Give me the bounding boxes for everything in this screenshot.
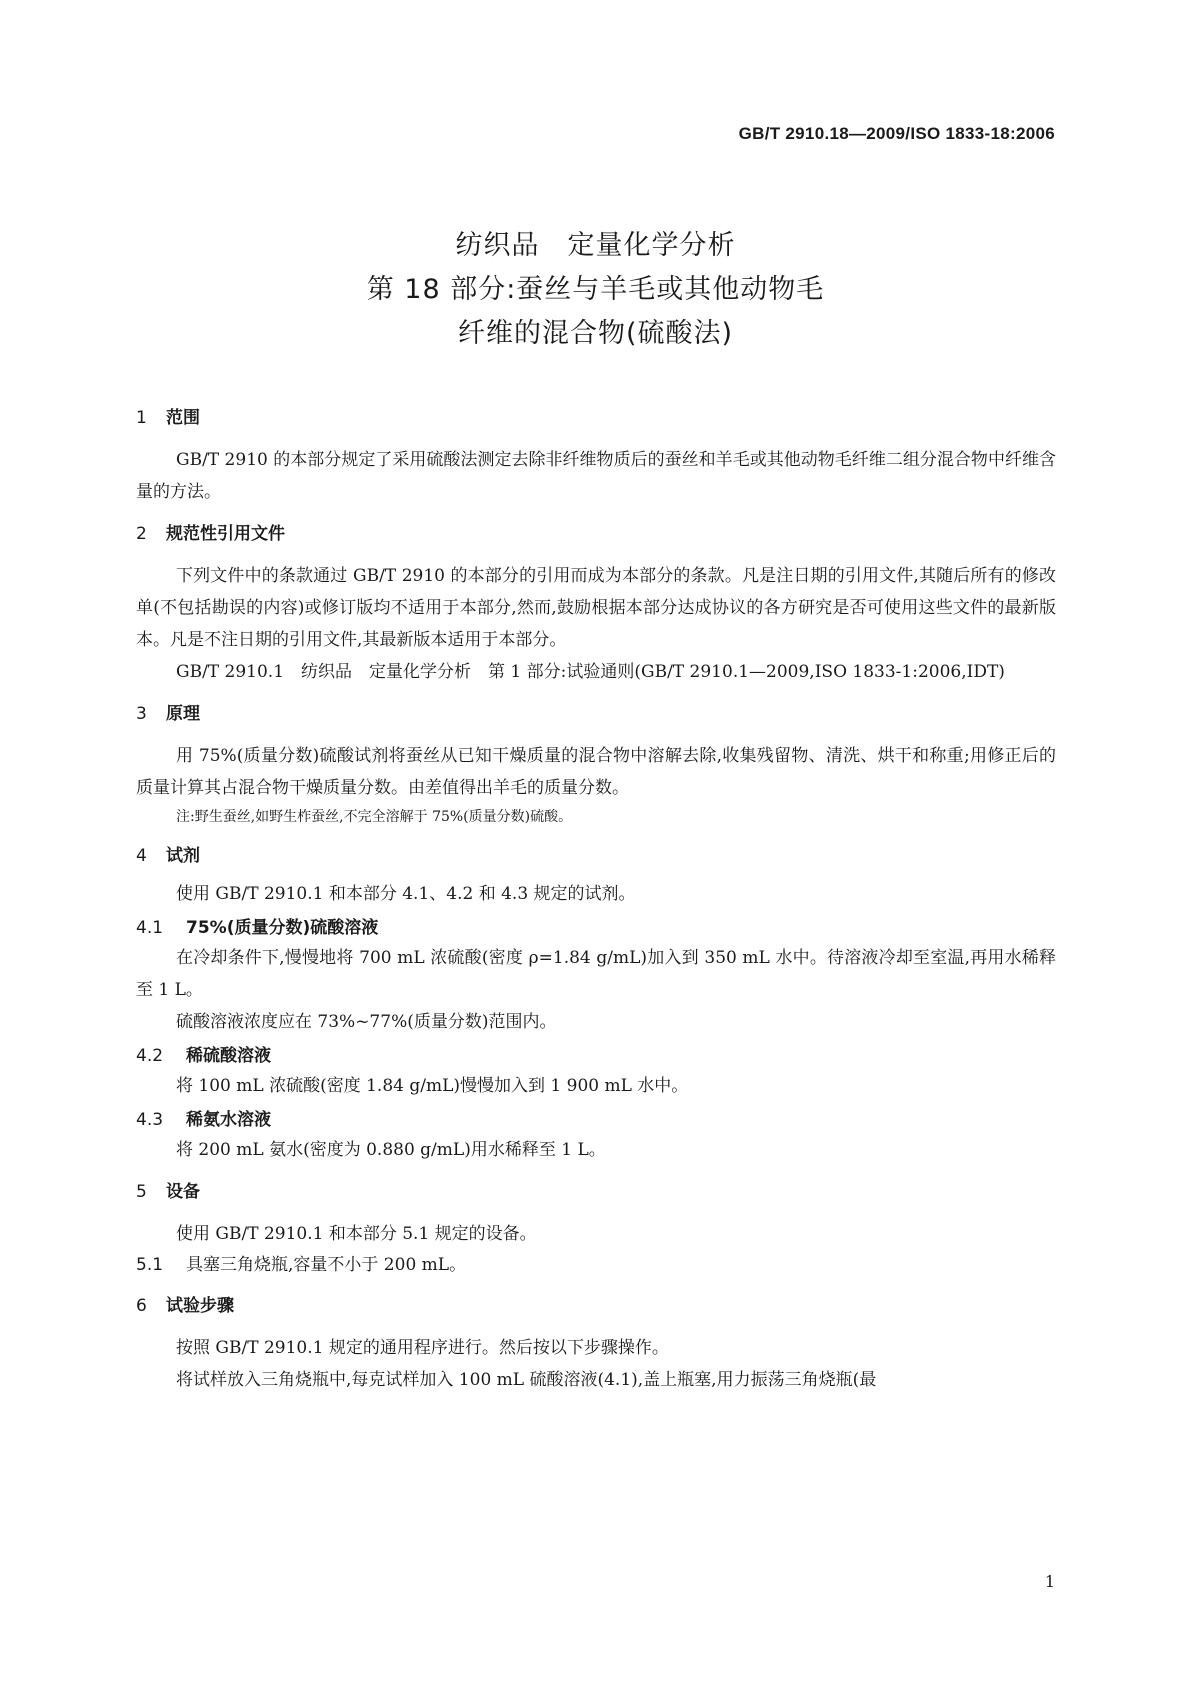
section-5-paragraph: 使用 GB/T 2910.1 和本部分 5.1 规定的设备。: [176, 1224, 537, 1244]
subsection-4-1-heading: [136, 916, 1056, 940]
section-title: 试验步骤: [166, 1296, 234, 1316]
section-6-paragraph-2: 将试样放入三角烧瓶中,每克试样加入 100 mL 硫酸溶液(4.1),盖上瓶塞,用力振荡三角烧瓶(最: [176, 1370, 877, 1390]
subsection-title: 稀氨水溶液: [186, 1110, 271, 1130]
subsection-number: 4.1: [136, 918, 164, 938]
subsection-number: 4.3: [136, 1110, 164, 1130]
subsection-number: 4.2: [136, 1046, 164, 1066]
subsection-4-1-paragraph-1: 在冷却条件下,慢慢地将 700 mL 浓硫酸(密度 ρ=1.84 g/mL)加入到 350 mL 水中。待溶液冷却至室温,再用水稀释至 1 L。: [136, 948, 1056, 1000]
section-title: 试剂: [166, 846, 200, 866]
section-number: 2: [136, 524, 147, 544]
section-title: 规范性引用文件: [166, 524, 285, 544]
standard-code: GB/T 2910.18—2009/ISO 1833-18:2006: [738, 124, 1055, 143]
section-3-note: 注:野生蚕丝,如野生柞蚕丝,不完全溶解于 75%(质量分数)硫酸。: [176, 809, 573, 825]
section-6-heading: [136, 1294, 1056, 1318]
section-title: 范围: [166, 408, 200, 428]
section-title: 原理: [166, 704, 200, 724]
subsection-title: 稀硫酸溶液: [186, 1046, 271, 1066]
section-1-paragraph: GB/T 2910 的本部分规定了采用硫酸法测定去除非纤维物质后的蚕丝和羊毛或其他动物毛纤维二组分混合物中纤维含量的方法。: [136, 450, 1056, 502]
subsection-number: 5.1: [136, 1255, 164, 1275]
subsection-text: 具塞三角烧瓶,容量不小于 200 mL。: [186, 1255, 467, 1275]
section-4-paragraph: 使用 GB/T 2910.1 和本部分 4.1、4.2 和 4.3 规定的试剂。: [176, 884, 636, 904]
section-number: 5: [136, 1182, 147, 1202]
subsection-4-3-heading: [136, 1108, 1056, 1132]
title-line-3: 纤维的混合物(硫酸法): [457, 318, 734, 349]
section-number: 3: [136, 704, 147, 724]
document-body: [136, 406, 1056, 1396]
subsection-4-3-paragraph: 将 200 mL 氨水(密度为 0.880 g/mL)用水稀释至 1 L。: [176, 1140, 606, 1160]
subsection-5-1-item: [136, 1250, 1056, 1280]
section-number: 1: [136, 408, 147, 428]
section-number: 4: [136, 846, 147, 866]
title-line-1: 纺织品 定量化学分析: [455, 230, 736, 261]
section-2-heading: [136, 522, 1056, 546]
page-number: 1: [1044, 1572, 1055, 1591]
section-3-paragraph: 用 75%(质量分数)硫酸试剂将蚕丝从已知干燥质量的混合物中溶解去除,收集残留物、清洗、烘干和称重;用修正后的质量计算其占混合物干燥质量分数。由差值得出羊毛的质量分数。: [136, 746, 1056, 798]
section-title: 设备: [166, 1182, 200, 1202]
section-5-heading: [136, 1180, 1056, 1204]
subsection-4-1-paragraph-2: 硫酸溶液浓度应在 73%~77%(质量分数)范围内。: [176, 1012, 557, 1032]
section-2-paragraph: 下列文件中的条款通过 GB/T 2910 的本部分的引用而成为本部分的条款。凡是注日期的引用文件,其随后所有的修改单(不包括勘误的内容)或修订版均不适用于本部分,然而,鼓励根据本部分达成协议的各方研究是否可使用这些文件的最新版本。凡是不注日期的引用文件,其最新版本适用于本部分。: [136, 566, 1056, 650]
title-line-2: 第 18 部分:蚕丝与羊毛或其他动物毛: [366, 274, 825, 305]
subsection-4-2-heading: [136, 1044, 1056, 1068]
section-4-heading: [136, 844, 1056, 868]
subsection-title: 75%(质量分数)硫酸溶液: [186, 918, 379, 938]
section-1-heading: [136, 406, 1056, 430]
section-number: 6: [136, 1296, 147, 1316]
section-3-heading: [136, 702, 1056, 726]
subsection-4-2-paragraph: 将 100 mL 浓硫酸(密度 1.84 g/mL)慢慢加入到 1 900 mL 水中。: [176, 1076, 689, 1096]
normative-reference: GB/T 2910.1 纺织品 定量化学分析 第 1 部分:试验通则(GB/T 2910.1—2009,ISO 1833-1:2006,IDT): [176, 662, 1005, 682]
section-6-paragraph-1: 按照 GB/T 2910.1 规定的通用程序进行。然后按以下步骤操作。: [176, 1338, 669, 1358]
document-title: [0, 224, 1191, 356]
